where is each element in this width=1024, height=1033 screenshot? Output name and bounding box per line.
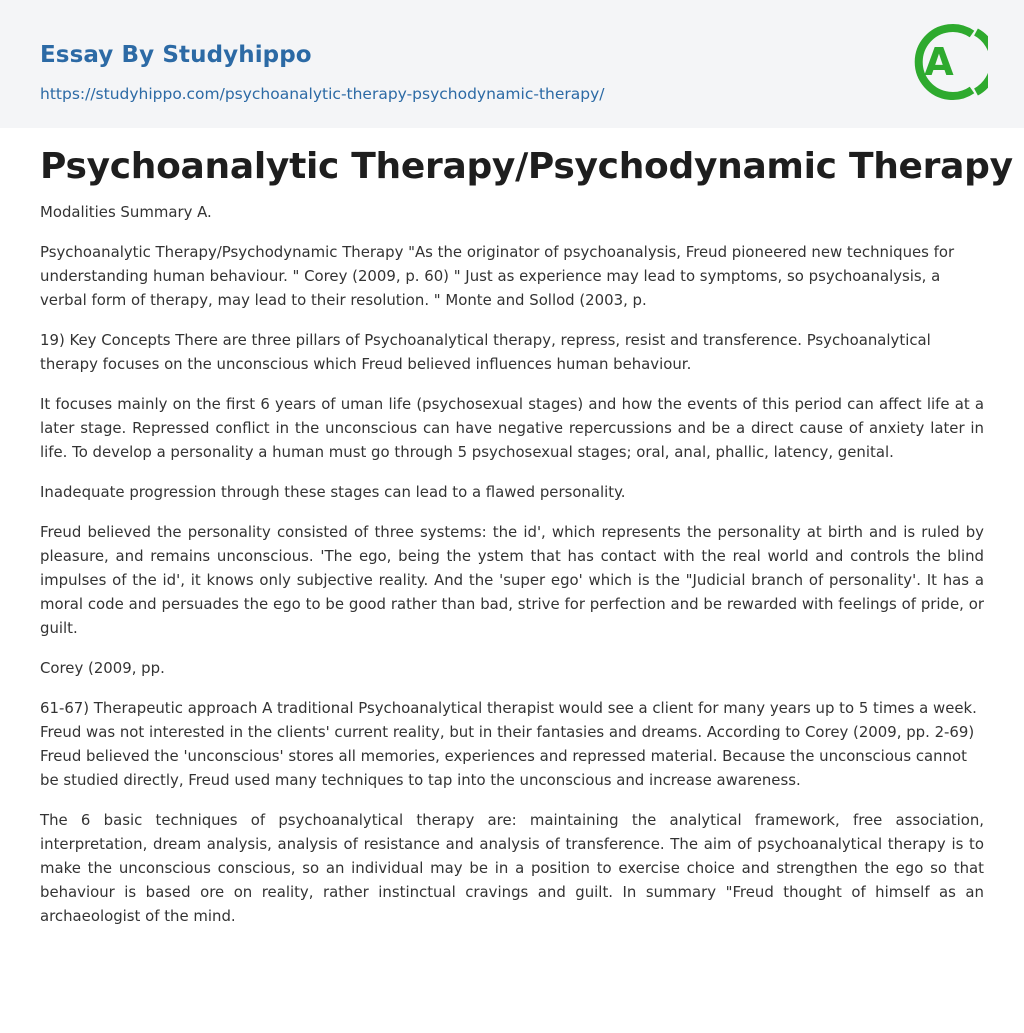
essay-paragraph: The 6 basic techniques of psychoanalytical therapy are: maintaining the analytical framework, free association, interpretation, dream analysis, analysis of resistance and analysis of transference. The aim of psychoanalytical therapy is to make the unconscious conscious, so an individual may be in a position to exercise choice and strengthen the ego so that behaviour is based ore on reality, rather instinctual cravings and guilt. In summary "Freud thought of himself as an archaeologist of the mind. [40, 811, 984, 925]
essay-url-link[interactable]: https://studyhippo.com/psychoanalytic-therapy-psychodynamic-therapy/ [40, 85, 605, 103]
essay-paragraph: Freud believed the personality consisted of three systems: the id', which represents the personality at birth and is ruled by pleasure, and remains unconscious. 'The ego, being the ystem that has contact with the real world and controls the blind impulses of the id', it knows only subjective reality. And the 'super ego' which is the "Judicial branch of personality'. It has a moral code and persuades the ego to be good rather than bad, strive for perfection and be rewarded with feelings of pride, or guilt. [40, 523, 984, 637]
essay-paragraph: Inadequate progression through these stages can lead to a flawed personality. [40, 483, 626, 501]
page-title: Psychoanalytic Therapy/Psychodynamic Therapy [40, 146, 1013, 187]
site-brand[interactable]: Essay By Studyhippo [40, 42, 312, 68]
logo-letter: A [924, 40, 954, 84]
essay-paragraph: 61-67) Therapeutic approach A traditional Psychoanalytical therapist would see a client for many years up to 5 times a week. Freud was not interested in the clients' current reality, but in their fantasies and dreams. According to Corey (2009, pp. 2-69) Freud believed the 'unconscious' stores all memories, experiences and repressed material. Because the unconscious cannot be studied directly, Freud used many techniques to tap into the unconscious and increase awareness. [40, 699, 977, 789]
site-header [0, 0, 1024, 128]
essay-body [40, 200, 984, 944]
essay-paragraph: 19) Key Concepts There are three pillars of Psychoanalytical therapy, repress, resist and transference. Psychoanalytical therapy focuses on the unconscious which Freud believed influences human behaviour. [40, 331, 931, 373]
studyhippo-logo-icon[interactable] [910, 18, 988, 106]
essay-paragraph: It focuses mainly on the first 6 years of uman life (psychosexual stages) and how the events of this period can affect life at a later stage. Repressed conflict in the unconscious can have negative repercussions and be a direct cause of anxiety later in life. To develop a personality a human must go through 5 psychosexual stages; oral, anal, phallic, latency, genital. [40, 395, 984, 461]
essay-paragraph: Psychoanalytic Therapy/Psychodynamic Therapy "As the originator of psychoanalysis, Freud pioneered new techniques for understanding human behaviour. " Corey (2009, p. 60) " Just as experience may lead to symptoms, so psychoanalysis, a verbal form of therapy, may lead to their resolution. " Monte and Sollod (2003, p. [40, 243, 955, 309]
essay-paragraph: Corey (2009, pp. [40, 659, 165, 677]
essay-paragraph: Modalities Summary A. [40, 203, 212, 221]
